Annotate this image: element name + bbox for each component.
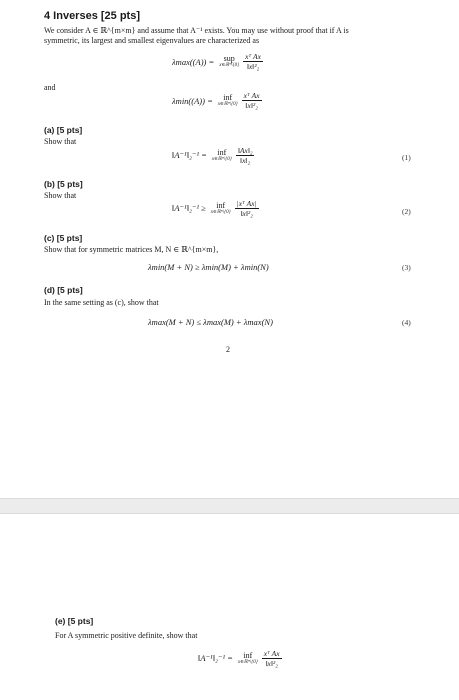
equation-part-b [172, 199, 261, 218]
operator-text: sup [223, 53, 235, 63]
fraction-numerator: xᵀ Ax [243, 91, 260, 100]
equation-number-2: (2) [402, 207, 411, 216]
operator-limit: x∈ℝᵐ\{0} [219, 62, 240, 68]
operator-text: inf [243, 650, 253, 660]
equation-lhs: ‖A⁻¹‖₂⁻¹ = [172, 150, 207, 160]
equation-number-1: (1) [402, 153, 411, 162]
equation-lhs: λmin((A)) = [172, 95, 213, 106]
operator-limit: x∈ℝᵐ\{0} [217, 101, 238, 107]
fraction-numerator: xᵀ Ax [263, 649, 280, 658]
inf-operator [211, 202, 231, 216]
sup-operator [219, 55, 239, 69]
operator-text: inf [216, 200, 226, 210]
intro-line-2: symmetric, its largest and smallest eigenvalues are characterized as [44, 36, 260, 45]
page-number: 2 [226, 345, 230, 354]
operator-text: inf [217, 147, 227, 157]
part-d-title: (d) [5 pts] [44, 285, 83, 295]
fraction [236, 146, 255, 165]
part-a-prompt: Show that [44, 137, 77, 146]
equation-part-e [198, 649, 284, 668]
part-c-title: (c) [5 pts] [44, 233, 83, 243]
fraction-denominator: ‖x‖²₂ [265, 659, 278, 668]
operator-text: inf [223, 92, 233, 102]
page-3 [0, 514, 459, 700]
inf-operator [218, 94, 238, 108]
fraction-denominator: ‖x‖²₂ [245, 101, 258, 110]
equation-number-3: (3) [402, 263, 411, 272]
equation-lhs: ‖A⁻¹‖₂⁻¹ = [198, 653, 233, 663]
equation-lhs: λmax((A)) = [172, 56, 215, 67]
equation-number-4: (4) [402, 318, 411, 327]
part-c-prompt: Show that for symmetric matrices M, N ∈ ℝ^{m×m}, [44, 245, 219, 254]
part-a-title: (a) [5 pts] [44, 125, 83, 135]
part-e-prompt: For A symmetric positive definite, show that [55, 631, 198, 640]
equation-part-d: λmax(M + N) ≤ λmax(M) + λmax(N) [148, 317, 273, 327]
equation-lhs: ‖A⁻¹‖₂⁻¹ ≥ [172, 203, 206, 213]
fraction-numerator: |xᵀ Ax| [236, 199, 257, 208]
fraction [262, 649, 282, 668]
and-label: and [44, 83, 56, 92]
intro-line-1: We consider A ∈ ℝ^{m×m} and assume that A⁻¹ exists. You may use without proof that if A is [44, 26, 349, 35]
part-e-title: (e) [5 pts] [55, 616, 94, 626]
operator-limit: x∈ℝᵐ\{0} [211, 156, 232, 162]
operator-limit: x∈ℝᵐ\{0} [210, 209, 231, 215]
inf-operator [238, 652, 258, 666]
operator-limit: x∈ℝᵐ\{0} [237, 659, 258, 665]
fraction [242, 91, 262, 110]
fraction-denominator: ‖x‖²₂ [246, 62, 260, 71]
part-d-prompt: In the same setting as (c), show that [44, 298, 159, 307]
fraction-denominator: ‖x‖₂ [240, 156, 251, 165]
section-title: 4 Inverses [25 pts] [44, 10, 140, 22]
fraction-denominator: ‖x‖²₂ [240, 209, 253, 218]
fraction [235, 199, 259, 218]
equation-part-c: λmin(M + N) ≥ λmin(M) + λmin(N) [148, 262, 269, 272]
fraction-numerator: xᵀ Ax [245, 52, 261, 61]
fraction [243, 52, 263, 71]
part-b-prompt: Show that [44, 191, 77, 200]
inf-operator [212, 149, 232, 163]
equation-lambda-max [172, 52, 265, 71]
page-separator [0, 498, 459, 514]
fraction-numerator: ‖Ax‖₂ [237, 146, 253, 155]
part-b-title: (b) [5 pts] [44, 179, 83, 189]
equation-lambda-min [172, 91, 264, 110]
equation-part-a [172, 146, 256, 165]
